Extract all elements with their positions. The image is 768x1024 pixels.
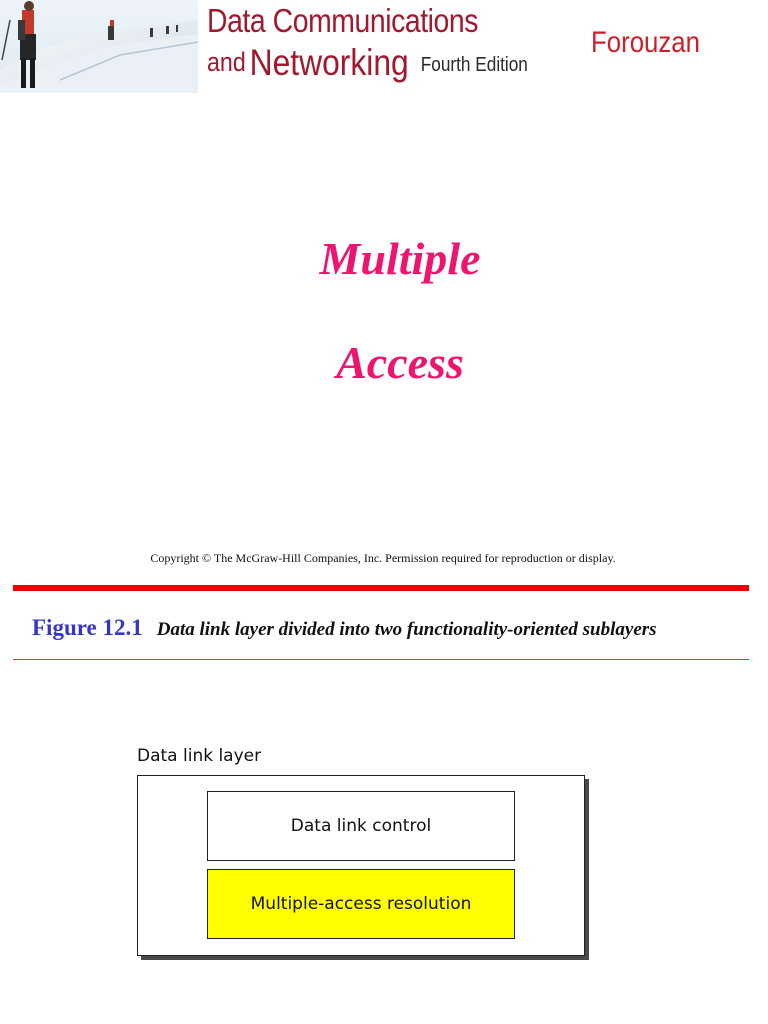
slide-title-line1: Multiple [319, 233, 481, 284]
book-title [207, 4, 580, 81]
figure-caption-text: Data link layer divided into two functionality-oriented sublayers [156, 619, 657, 640]
book-edition: Fourth Edition [420, 54, 528, 76]
book-title-and: and [207, 47, 246, 77]
book-title-line1: Data Communications [207, 2, 479, 39]
figure-number: Figure 12.1 [32, 615, 143, 640]
caption-underline [13, 659, 749, 660]
figure-caption [32, 615, 657, 641]
red-divider [13, 585, 749, 591]
copyright-notice: Copyright © The McGraw-Hill Companies, Inc. Permission required for reproduction or display. [150, 551, 616, 565]
book-author: Forouzan [591, 26, 701, 59]
data-link-control-box: Data link control [207, 791, 515, 861]
book-header-banner [0, 0, 768, 93]
slide-title-line2: Access [336, 337, 464, 388]
mountaineers-photo [0, 0, 198, 93]
book-title-networking: Networking [249, 42, 409, 83]
multiple-access-resolution-box: Multiple-access resolution [207, 869, 515, 939]
book-title-line2 [207, 44, 528, 81]
data-link-layer-label: Data link layer [137, 746, 262, 766]
mountain-climbers-image [0, 0, 198, 93]
